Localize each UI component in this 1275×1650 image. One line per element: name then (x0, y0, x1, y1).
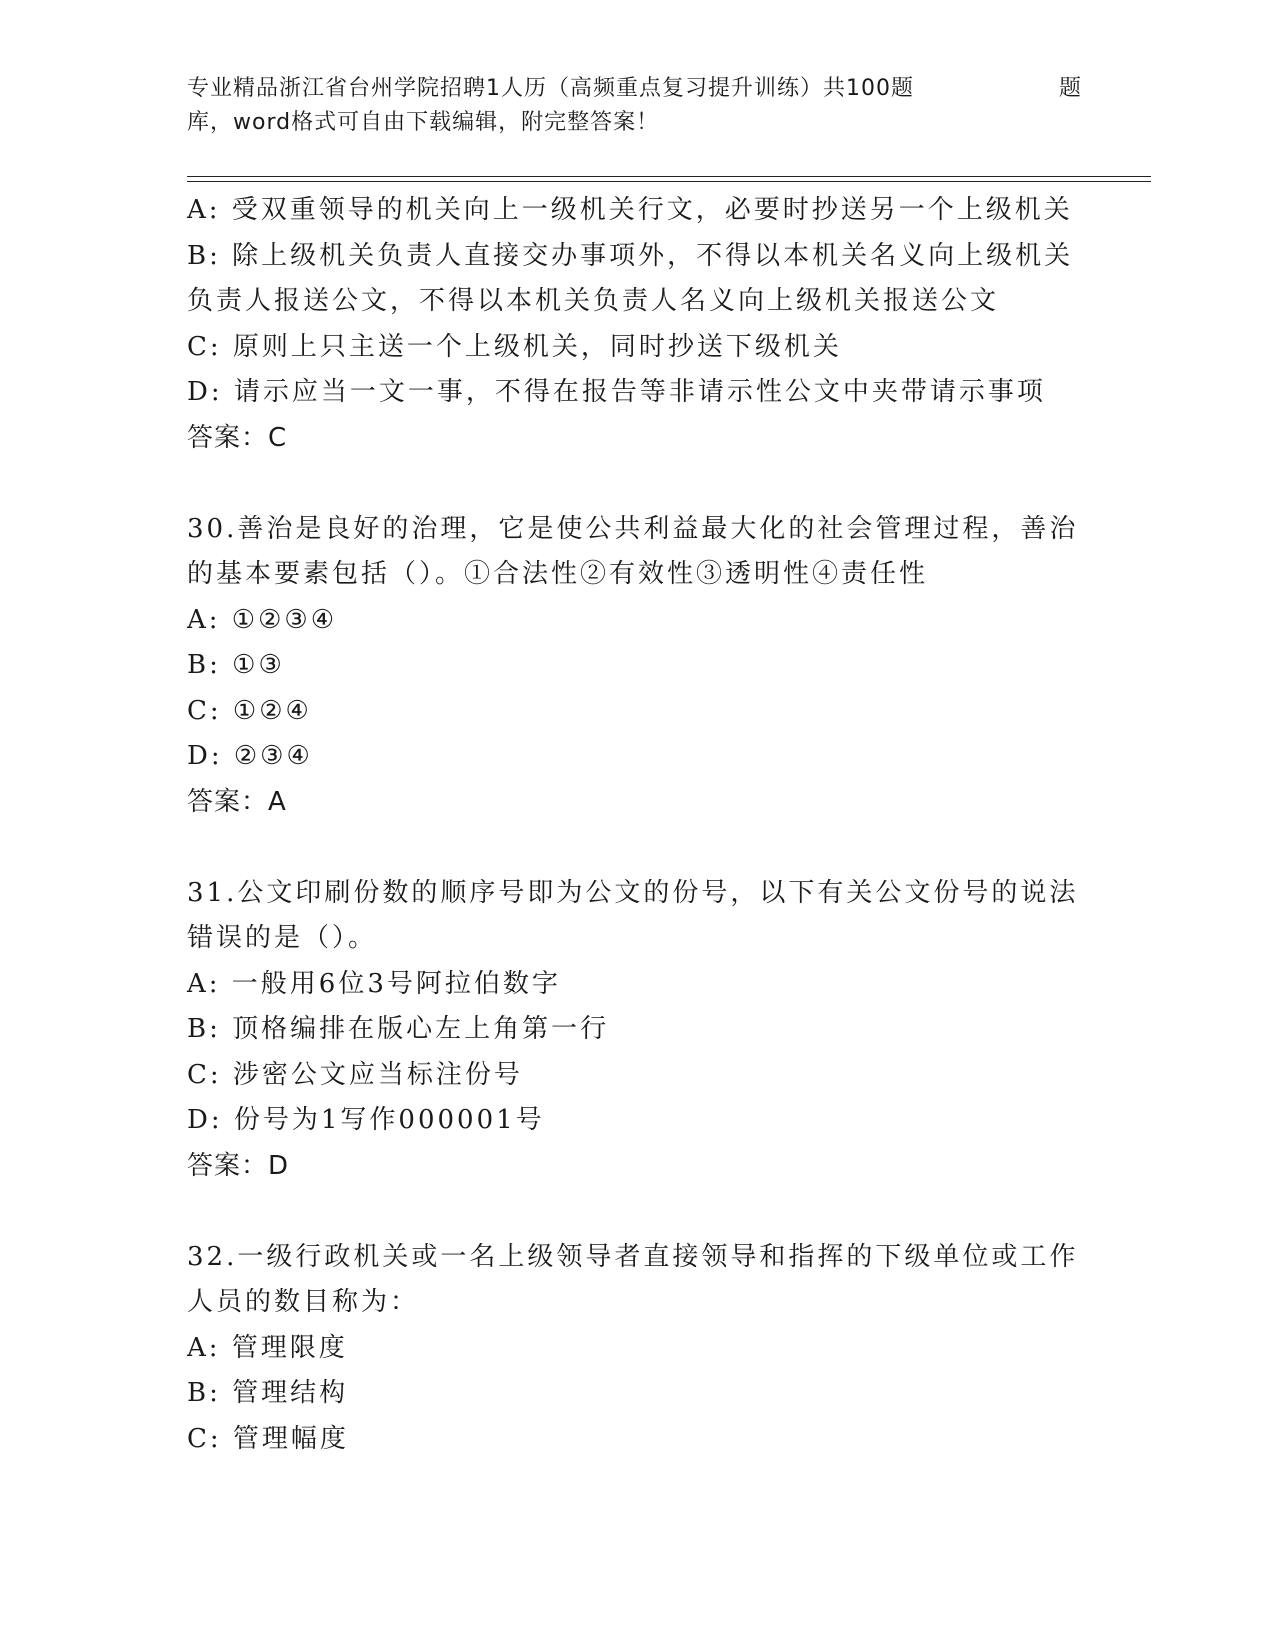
option-d: D: 请示应当一文一事，不得在报告等非请示性公文中夹带请示事项 (187, 377, 1046, 407)
header-line-2: 库，word格式可自由下载编辑，附完整答案！ (187, 110, 660, 135)
option-c: C: 涉密公文应当标注份号 (187, 1059, 523, 1090)
header-title-tail: 题 (1059, 76, 1083, 101)
option-b: B: 管理结构 (187, 1378, 349, 1408)
question-stem: 32.一级行政机关或一名上级领导者直接领导和指挥的下级单位或工作 (187, 1241, 1079, 1272)
document-header (187, 72, 1087, 140)
question-30 (187, 507, 1087, 826)
question-stem: 30.善治是良好的治理，它是使公共利益最大化的社会管理过程，善治 (187, 513, 1079, 544)
header-divider-top (187, 176, 1151, 177)
option-d: D: ②③④ (187, 741, 313, 771)
option-a: A: 一般用6位3号阿拉伯数字 (187, 968, 561, 999)
option-d: D: 份号为1写作000001号 (187, 1105, 545, 1135)
question-stem-continued: 的基本要素包括（）。①合法性②有效性③透明性④责任性 (187, 559, 929, 589)
spacer (187, 1189, 1087, 1235)
answer-label: 答案：D (187, 1150, 290, 1181)
question-32 (187, 1235, 1087, 1463)
option-a: A: 管理限度 (187, 1332, 348, 1363)
option-b-continued: 负责人报送公文，不得以本机关负责人名义向上级机关报送公文 (187, 286, 1000, 316)
header-title: 专业精品浙江省台州学院招聘1人历（高频重点复习提升训练）共100题 (187, 76, 914, 101)
answer-label: 答案：C (187, 422, 288, 453)
question-stem-continued: 人员的数目称为： (187, 1287, 420, 1317)
option-b: B: 顶格编排在版心左上角第一行 (187, 1014, 610, 1044)
question-31 (187, 871, 1087, 1190)
answer-label: 答案：A (187, 786, 287, 817)
question-stem-continued: 错误的是（）。 (187, 923, 378, 953)
option-b: B: ①③ (187, 650, 285, 680)
header-line-1 (187, 72, 1087, 106)
question-content (187, 188, 1087, 1462)
option-c: C: 原则上只主送一个上级机关，同时抄送下级机关 (187, 331, 842, 362)
spacer (187, 825, 1087, 871)
option-a: A: 受双重领导的机关向上一级机关行文，必要时抄送另一个上级机关 (187, 195, 1073, 225)
option-c: C: 管理幅度 (187, 1423, 349, 1454)
spacer (187, 461, 1087, 507)
option-c: C: ①②④ (187, 695, 312, 726)
option-b: B: 除上级机关负责人直接交办事项外，不得以本机关名义向上级机关 (187, 240, 1074, 271)
option-a: A: ①②③④ (187, 604, 338, 635)
question-29 (187, 188, 1087, 461)
question-stem: 31.公文印刷份数的顺序号即为公文的份号，以下有关公文份号的说法 (187, 877, 1079, 908)
header-divider-bottom (187, 181, 1151, 182)
